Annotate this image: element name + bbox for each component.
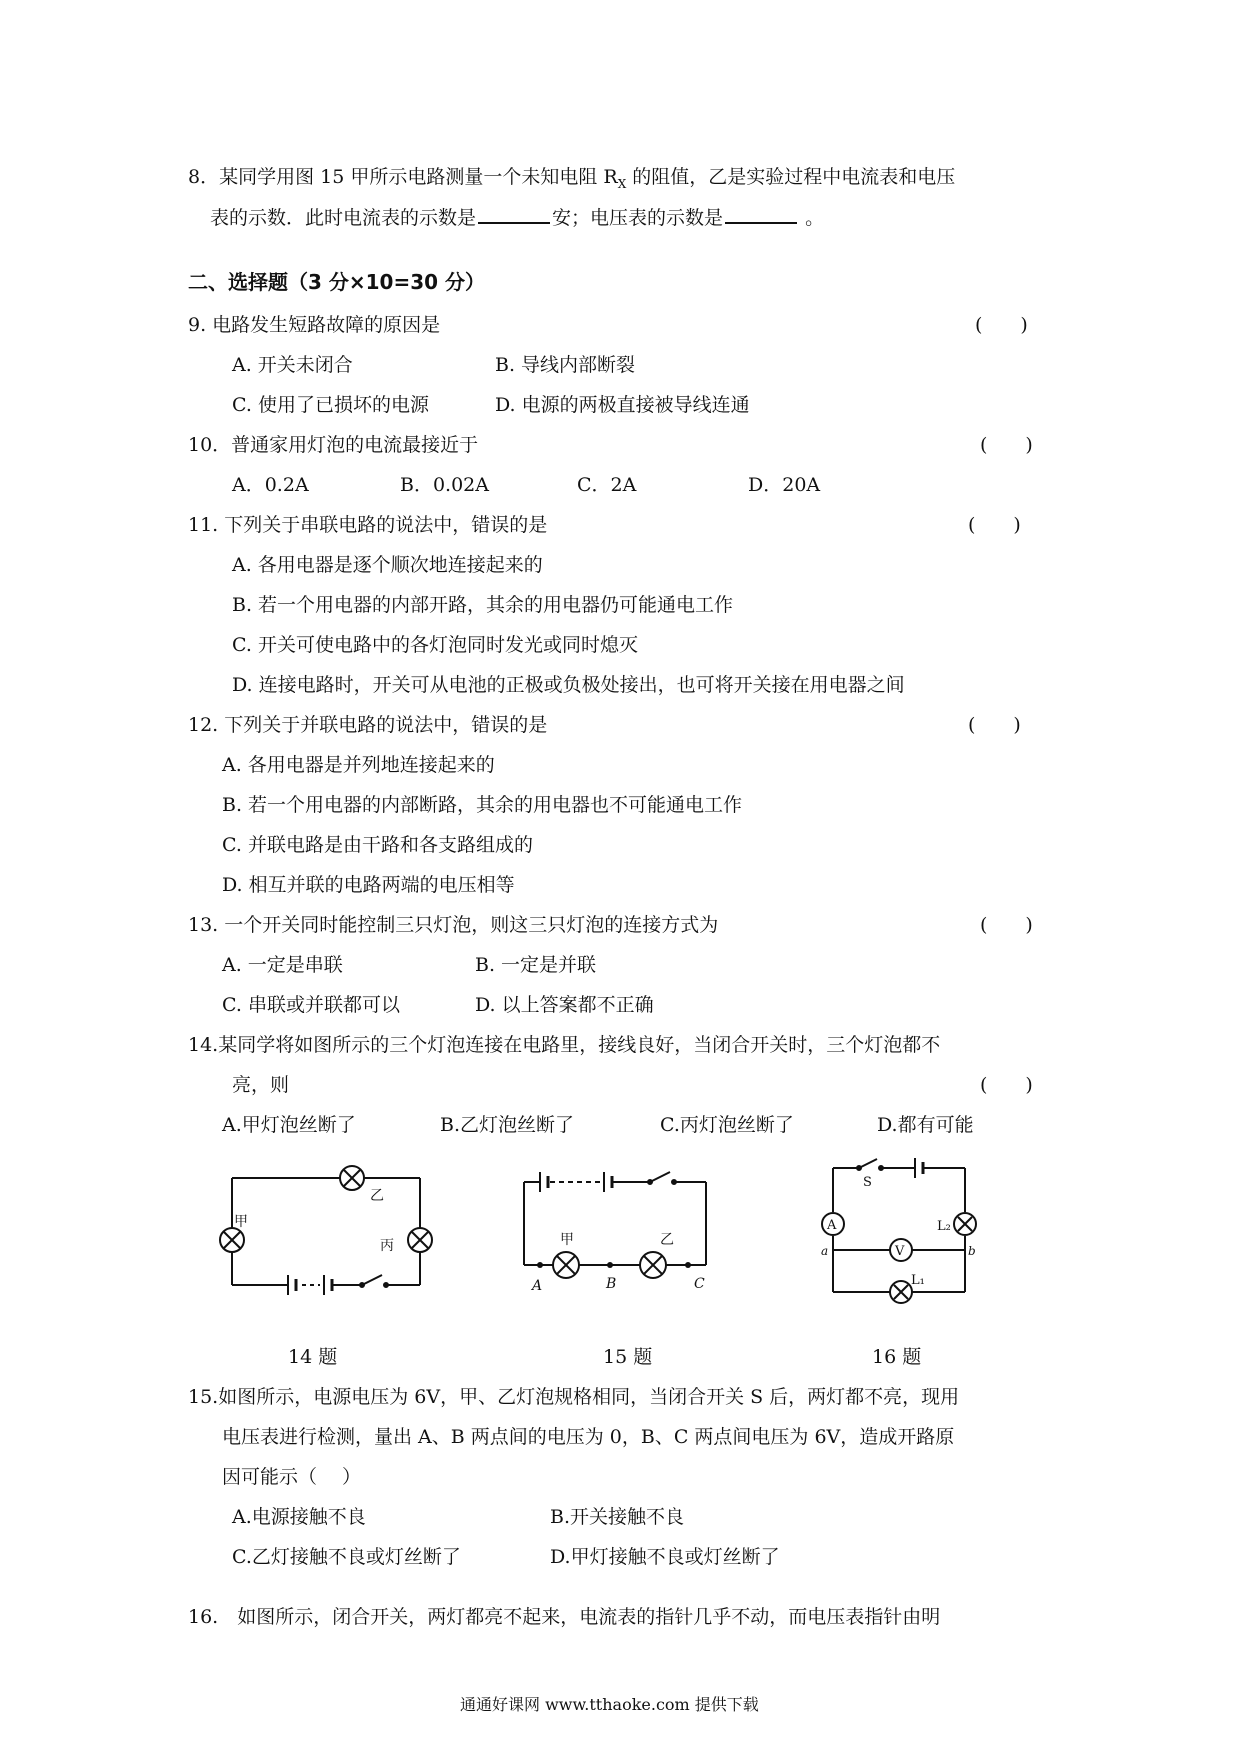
q10-option-d: D．20A: [748, 474, 821, 496]
q13-option-c: C. 串联或并联都可以: [222, 994, 400, 1016]
q11-option-d: D. 连接电路时，开关可从电池的正极或负极处接出，也可将开关接在用电器之间: [232, 674, 905, 696]
q12-option-a: A. 各用电器是并列地连接起来的: [222, 754, 495, 776]
fig14-label-jia: 甲: [234, 1214, 248, 1230]
q8-text-c: 表的示数．此时电流表的示数是: [210, 207, 477, 229]
fig15-label-yi: 乙: [660, 1232, 674, 1248]
q10-stem: 10．普通家用灯泡的电流最接近于: [188, 434, 479, 456]
q10-answer-paren[interactable]: ( ): [980, 434, 1033, 456]
q9-option-c: C. 使用了已损坏的电源: [232, 394, 429, 416]
q14-option-d: D.都有可能: [877, 1114, 974, 1136]
q8-line1: [188, 162, 955, 191]
figure-15-circuit: [510, 1160, 730, 1300]
q14-stem-line2: 亮，则: [232, 1074, 290, 1096]
fig14-caption: 14 题: [288, 1346, 338, 1368]
figure-14-circuit: [210, 1160, 440, 1300]
q14-option-b: B.乙灯泡丝断了: [440, 1114, 575, 1136]
q8-text-a: 8．某同学用图 15 甲所示电路测量一个未知电阻 R: [188, 166, 618, 188]
q11-option-a: A. 各用电器是逐个顺次地连接起来的: [232, 554, 543, 576]
q10-option-a: A．0.2A: [232, 474, 309, 496]
section-title: 二、选择题（3 分×10=30 分）: [188, 270, 486, 294]
fig16-ammeter-label: A: [827, 1218, 837, 1233]
q11-option-c: C. 开关可使电路中的各灯泡同时发光或同时熄灭: [232, 634, 638, 656]
fig16-caption: 16 题: [872, 1346, 922, 1368]
fig15-point-a: A: [532, 1278, 543, 1294]
q15-option-d: D.甲灯接触不良或灯丝断了: [550, 1546, 780, 1568]
q12-option-d: D. 相互并联的电路两端的电压相等: [222, 874, 515, 896]
fig16-lamp-top-label: L₂: [937, 1219, 951, 1234]
q8-line2: [210, 203, 824, 230]
q12-stem: 12. 下列关于并联电路的说法中，错误的是: [188, 714, 548, 736]
fig15-label-jia: 甲: [560, 1232, 574, 1248]
q14-option-a: A.甲灯泡丝断了: [222, 1114, 356, 1136]
q13-option-a: A. 一定是串联: [222, 954, 343, 976]
q9-option-d: D. 电源的两极直接被导线连通: [495, 394, 750, 416]
q15-line1: 15.如图所示，电源电压为 6V，甲、乙灯泡规格相同，当闭合开关 S 后，两灯都不亮，现用: [188, 1386, 960, 1408]
q12-option-c: C. 并联电路是由干路和各支路组成的: [222, 834, 533, 856]
q8-text-d: 安；电压表的示数是: [552, 207, 724, 229]
q16-line1: 16. 如图所示，闭合开关，两灯都亮不起来，电流表的指针几乎不动，而电压表指针由明: [188, 1606, 941, 1628]
q9-option-b: B. 导线内部断裂: [495, 354, 636, 376]
fig15-point-c: C: [694, 1276, 705, 1292]
figure-16-circuit: [815, 1150, 980, 1305]
q10-option-b: B．0.02A: [400, 474, 489, 496]
q13-stem: 13. 一个开关同时能控制三只灯泡，则这三只灯泡的连接方式为: [188, 914, 719, 936]
fig16-node-b: b: [968, 1244, 976, 1258]
q9-stem: 9. 电路发生短路故障的原因是: [188, 314, 441, 336]
q9-answer-paren[interactable]: ( ): [975, 314, 1028, 336]
q12-answer-paren[interactable]: ( ): [968, 714, 1021, 736]
q13-answer-paren[interactable]: ( ): [980, 914, 1033, 936]
q14-answer-paren[interactable]: ( ): [980, 1074, 1033, 1096]
fig16-voltmeter-label: V: [895, 1244, 905, 1259]
q8-blank-voltage[interactable]: [725, 208, 797, 224]
q15-option-b: B.开关接触不良: [550, 1506, 685, 1528]
q13-option-d: D. 以上答案都不正确: [475, 994, 654, 1016]
fig16-node-a: a: [821, 1244, 829, 1258]
fig16-lamp-bottom-label: L₁: [911, 1273, 925, 1288]
fig14-label-bing: 丙: [380, 1238, 394, 1254]
q8-subscript: X: [617, 176, 627, 191]
fig15-point-b: B: [606, 1276, 617, 1292]
q14-stem-line1: 14.某同学将如图所示的三个灯泡连接在电路里，接线良好，当闭合开关时，三个灯泡都不: [188, 1034, 941, 1056]
q8-text-b: 的阻值，乙是实验过程中电流表和电压: [626, 166, 956, 188]
q11-stem: 11. 下列关于串联电路的说法中，错误的是: [188, 514, 548, 536]
q14-option-c: C.丙灯泡丝断了: [660, 1114, 794, 1136]
q15-option-a: A.电源接触不良: [232, 1506, 366, 1528]
q12-option-b: B. 若一个用电器的内部断路，其余的用电器也不可能通电工作: [222, 794, 743, 816]
fig16-switch-label: S: [863, 1175, 872, 1190]
fig14-label-yi: 乙: [370, 1188, 384, 1204]
q10-option-c: C．2A: [577, 474, 637, 496]
q15-line2: 电压表进行检测，量出 A、B 两点间的电压为 0，B、C 两点间电压为 6V，造成开路原: [222, 1426, 955, 1448]
q8-text-e: 。: [799, 207, 825, 229]
page-footer: 通通好课网 www.tthaoke.com 提供下载: [460, 1695, 759, 1714]
q11-option-b: B. 若一个用电器的内部开路，其余的用电器仍可能通电工作: [232, 594, 734, 616]
q15-line3: 因可能示（ ）: [222, 1466, 362, 1488]
q13-option-b: B. 一定是并联: [475, 954, 597, 976]
fig15-caption: 15 题: [603, 1346, 653, 1368]
q9-option-a: A. 开关未闭合: [232, 354, 353, 376]
q11-answer-paren[interactable]: ( ): [968, 514, 1021, 536]
q15-option-c: C.乙灯接触不良或灯丝断了: [232, 1546, 461, 1568]
q8-blank-current[interactable]: [478, 208, 550, 224]
